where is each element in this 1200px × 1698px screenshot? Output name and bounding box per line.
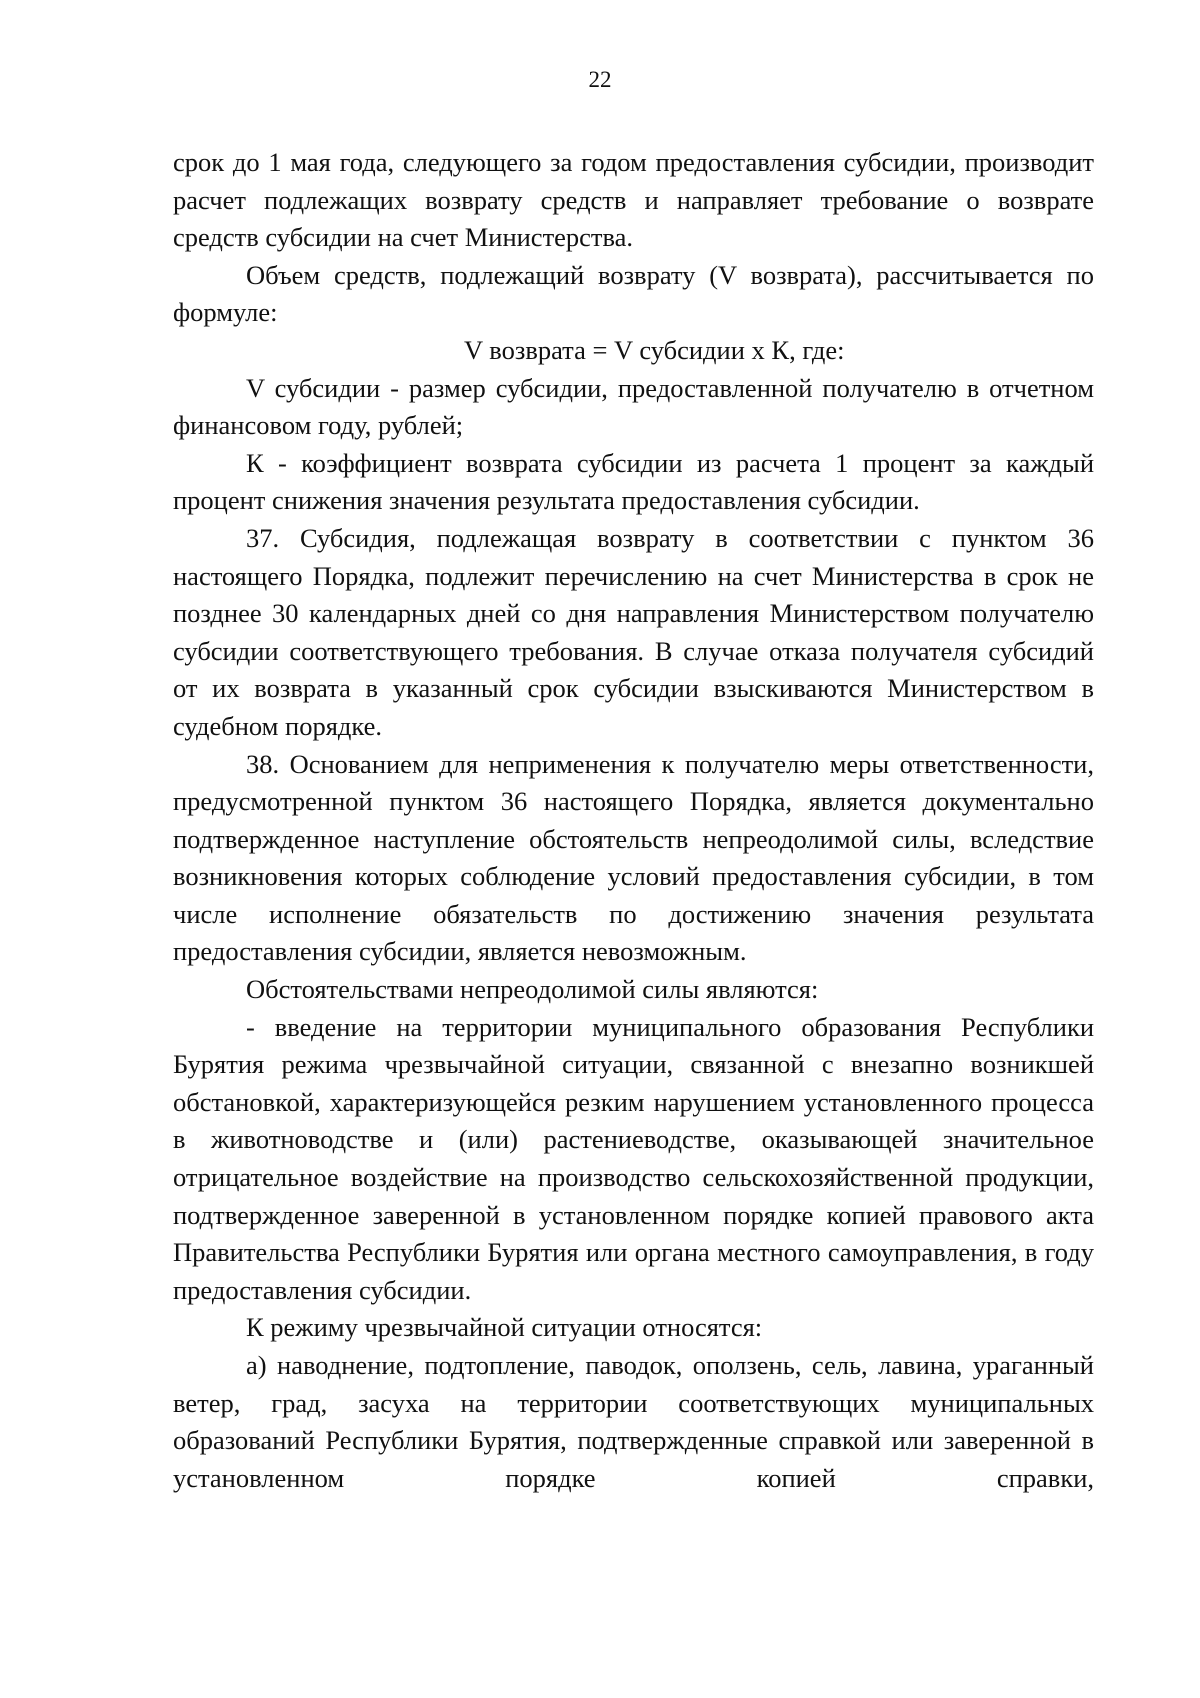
paragraph-k-coefficient-definition: К - коэффициент возврата субсидии из расчета 1 процент за каждый процент снижения значения результата предоставления субсидии.	[173, 447, 1094, 516]
document-body	[173, 144, 1094, 1497]
paragraph-clause-38: 38. Основанием для неприменения к получателю меры ответственности, предусмотренной пунктом 36 настоящего Порядка, является документально подтвержденное наступление обстоятельств непреодолимой силы, вследствие возникновения которых соблюдение условий предоставления субсидии, в том числе исполнение обязательств по достижению значения результата предоставления субсидии, является невозможным.	[173, 748, 1094, 967]
paragraph-volume-intro: Объем средств, подлежащий возврату (V возврата), рассчитывается по формуле:	[173, 259, 1094, 328]
paragraph-emergency-list-heading: К режиму чрезвычайной ситуации относятся:	[246, 1312, 763, 1343]
paragraph-emergency-regime: - введение на территории муниципального образования Республики Бурятия режима чрезвычайной ситуации, связанной с внезапно возникшей обстановкой, характеризующейся резким нарушением установленного процесса в животноводстве и (или) растениеводстве, оказывающей значительное отрицательное воздействие на производство сельскохозяйственной продукции, подтвержденное заверенной в установленном порядке копией правового акта Правительства Республики Бурятия или органа местного самоуправления, в году предоставления субсидии.	[173, 1011, 1094, 1305]
paragraph-v-subsidy-definition: V субсидии - размер субсидии, предоставленной получателю в отчетном финансовом году, рублей;	[173, 372, 1094, 441]
paragraph-force-majeure-heading: Обстоятельствами непреодолимой силы являются:	[246, 974, 819, 1005]
paragraph-continuation: срок до 1 мая года, следующего за годом предоставления субсидии, производит расчет подлежащих возврату средств и направляет требование о возврате средств субсидии на счет Министерства.	[173, 147, 1094, 253]
page-number: 22	[588, 67, 612, 92]
formula-line: V возврата = V субсидии х К, где:	[464, 334, 845, 365]
paragraph-item-a: а) наводнение, подтопление, паводок, оползень, сель, лавина, ураганный ветер, град, засуха на территории соответствующих муниципальных образований Республики Бурятия, подтвержденные справкой или заверенной в установленном порядке копией справки,	[173, 1350, 1094, 1493]
paragraph-clause-37: 37. Субсидия, подлежащая возврату в соответствии с пунктом 36 настоящего Порядка, подлежит перечислению на счет Министерства в срок не позднее 30 календарных дней со дня направления Министерством получателю субсидии соответствующего требования. В случае отказа получателя субсидий от их возврата в указанный срок субсидии взыскиваются Министерством в судебном порядке.	[173, 522, 1094, 741]
